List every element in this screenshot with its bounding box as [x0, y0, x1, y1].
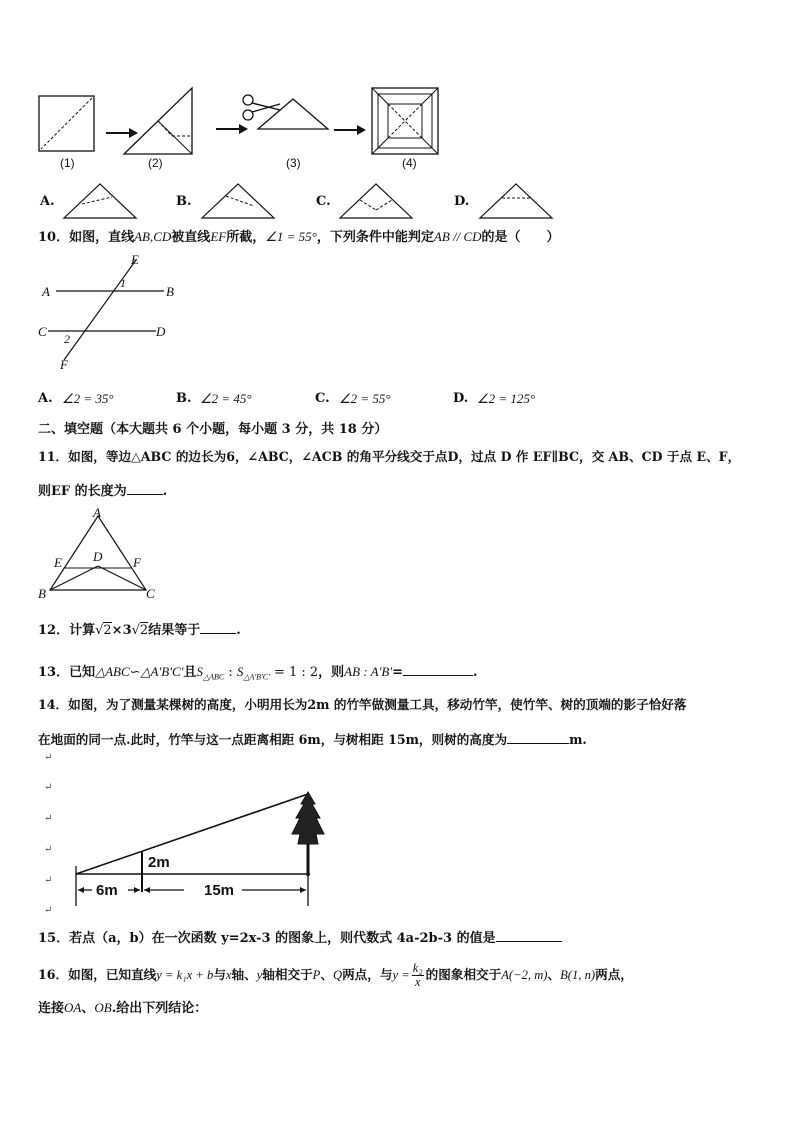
q15-text: 15．若点（a，b）在一次函数 y=2x-3 的图象上，则代数式 4a-2b-3 的值是 [38, 931, 496, 946]
caption-2: (2) [148, 156, 163, 170]
q15-answer-blank [496, 928, 562, 942]
q9-option-b: B. [176, 194, 192, 209]
q10-label-b: B [166, 284, 174, 299]
return-mark: ↵ [44, 813, 53, 824]
q16-text-e: 两点，与 [342, 967, 393, 982]
q10-label-d: D [156, 324, 166, 339]
q13-sub-2: △A'B'C' [243, 672, 270, 682]
q11-line-2-end: . [162, 484, 168, 499]
q16-text-b: 与 [213, 967, 226, 982]
q16-line-2-sep: 、 [81, 1001, 95, 1016]
q10-option-b-value: ∠2 = 45° [200, 391, 252, 406]
q16-line-1 [38, 962, 633, 989]
q16-point-q: Q [332, 968, 343, 982]
q13-ratio: = 1 : 2 [269, 665, 319, 680]
q9-option-a: A. [40, 194, 55, 209]
q10-lines-ab-cd: AB,CD [134, 229, 172, 244]
q16-fraction [412, 962, 424, 989]
q10-option-b-letter: B. [176, 391, 192, 406]
q12-radicand-1: 2 [103, 623, 112, 638]
q10-label-f: F [60, 357, 68, 372]
q9-option-d-figure [476, 180, 556, 222]
scissors-icon [243, 95, 280, 120]
q9-option-c: C. [316, 194, 331, 209]
q16-point-p: P [312, 968, 321, 982]
q13-prefix: 13．已知 [38, 665, 96, 680]
q16-segment-ob: OB [94, 1000, 112, 1015]
q10-label-c: C [38, 324, 47, 339]
q10-label-angle1: 1 [120, 276, 126, 290]
q13-colon: : [224, 665, 237, 680]
q10-option-d-value: ∠2 = 125° [477, 391, 536, 406]
q13-sim: ∽ [129, 665, 141, 680]
q13-question [38, 662, 478, 686]
q12-times: ×3 [111, 623, 132, 638]
q16-text-f: 的图象相交于 [425, 967, 502, 982]
caption-4: (4) [402, 156, 417, 170]
q13-ask: AB : A'B' [344, 664, 393, 679]
q14-line-1: 14．如图，为了测量某棵树的高度，小明用长为2m 的竹竿做测量工具，移动竹竿，使竹竿、树的顶端的影子恰好落 [38, 697, 687, 712]
q11-line-2 [38, 481, 167, 500]
q11-label-b: B [38, 586, 46, 601]
q14-line-2-text: 在地面的同一点.此时，竹竿与这一点距离相距 6m，与树相距 15m，则树的高度为 [38, 732, 508, 747]
q10-label-a: A [42, 284, 50, 299]
return-mark: ↵ [44, 844, 53, 855]
q11-label-a: A [93, 505, 101, 520]
return-mark: ↵ [44, 905, 53, 916]
caption-1: (1) [60, 156, 75, 170]
q12-tail: 结果等于 [148, 623, 201, 638]
q10-text-e: 的是（ ） [481, 230, 560, 245]
q16-line-2-b: .给出下列结论： [111, 1001, 208, 1016]
q14-line-2 [38, 730, 587, 748]
q16-text-d: 轴相交于 [262, 967, 313, 982]
q12-end: . [236, 623, 241, 638]
q16-text-a: 16．如图，已知直线 [38, 967, 157, 982]
q16-sep: 、 [320, 967, 333, 982]
q16-point-a: A(−2, m) [501, 968, 548, 982]
q12-sqrt-2: √2 [131, 623, 149, 638]
q11-label-f: F [133, 555, 141, 570]
caption-3: (3) [286, 156, 301, 170]
q13-end: . [473, 665, 478, 680]
q13-answer-blank [403, 662, 473, 676]
q16-text-g: 两点， [595, 967, 633, 982]
q16-line-2 [38, 1000, 207, 1017]
q10-text-a: 10．如图，直线 [38, 230, 135, 245]
q15-question [38, 928, 562, 947]
return-mark: ↵ [44, 782, 53, 793]
q10-question [38, 229, 560, 246]
q13-triangle-2: △A'B'C' [140, 664, 184, 679]
q13-s-1: S [196, 664, 203, 679]
q12-text: 12．计算 [38, 623, 96, 638]
q9-option-d: D. [454, 194, 470, 209]
q10-text-b: 被直线 [171, 230, 211, 245]
q13-then: ，则 [318, 665, 345, 680]
q11-label-c: C [146, 586, 155, 601]
q16-segment-oa: OA [64, 1000, 82, 1015]
q10-text-c: 所截， [226, 230, 266, 245]
q16-fraction-numerator: k₂ [412, 961, 423, 975]
q9-option-a-figure [60, 180, 140, 222]
q10-option-c-value: ∠2 = 55° [339, 391, 391, 406]
q12-question [38, 620, 241, 639]
q12-answer-blank [200, 620, 236, 634]
q9-option-b-figure [198, 180, 278, 222]
q16-y-equals: y = [392, 968, 410, 982]
q13-triangle-1: △ABC [95, 664, 130, 679]
q16-text-c: 轴、 [231, 967, 257, 982]
q11-label-e: E [54, 555, 62, 570]
q10-option-a-value: ∠2 = 35° [62, 391, 114, 406]
q9-option-c-figure [336, 180, 416, 222]
q13-eq: = [392, 665, 403, 680]
q14-distance-6m-label: 6m [96, 882, 118, 899]
q11-label-d: D [93, 549, 103, 564]
q10-label-angle2: 2 [64, 332, 70, 346]
q10-line-ef: EF [210, 229, 227, 244]
return-mark: ↵ [44, 752, 53, 763]
q13-s-2: S [236, 664, 244, 679]
q13-area-2 [236, 664, 270, 682]
q10-label-e: E [131, 252, 139, 267]
q13-sub-1: △ABC [202, 672, 225, 682]
q16-sep-2: 、 [547, 967, 561, 982]
q14-line-2-end: m. [569, 732, 587, 747]
q16-point-b: B(1, n) [560, 968, 596, 982]
q10-parallel: AB // CD [433, 229, 482, 244]
q11-answer-blank [127, 481, 163, 495]
q16-line-2-a: 连接 [38, 1001, 65, 1016]
q16-line-equation: y = k₁x + b [156, 968, 214, 982]
q14-answer-blank [507, 730, 569, 744]
q10-option-a-letter: A. [38, 391, 53, 406]
q11-line-1: 11．如图，等边△ABC 的边长为6，∠ABC，∠ACB 的角平分线交于点D，过点 D 作 EF∥BC，交 AB、CD 于点 E、F， [38, 449, 741, 464]
q14-distance-15m-label: 15m [204, 882, 235, 899]
section-2-heading: 二、填空题（本大题共 6 个小题，每小题 3 分，共 18 分） [38, 422, 388, 437]
paper-folding-figure [34, 86, 444, 176]
q10-option-c-letter: C. [315, 391, 330, 406]
q11-line-2-text: 则EF 的长度为 [38, 484, 127, 499]
q16-x-axis: x [225, 968, 232, 982]
return-mark: ↵ [44, 875, 53, 886]
q10-option-d-letter: D. [453, 391, 469, 406]
q13-area-1 [196, 664, 225, 682]
q12-radicand-2: 2 [139, 623, 149, 638]
q16-fraction-denominator: x [414, 975, 421, 989]
q13-and: 且 [183, 665, 197, 680]
q10-parallel-lines-figure [34, 250, 194, 376]
q12-sqrt-1: √2 [95, 623, 112, 638]
tree-icon [292, 792, 324, 844]
q16-y-axis: y [256, 968, 263, 982]
q10-text-d: ，下列条件中能判定 [316, 230, 434, 245]
q14-pole-height-label: 2m [148, 854, 170, 871]
q10-angle1: ∠1 = 55° [265, 229, 317, 244]
